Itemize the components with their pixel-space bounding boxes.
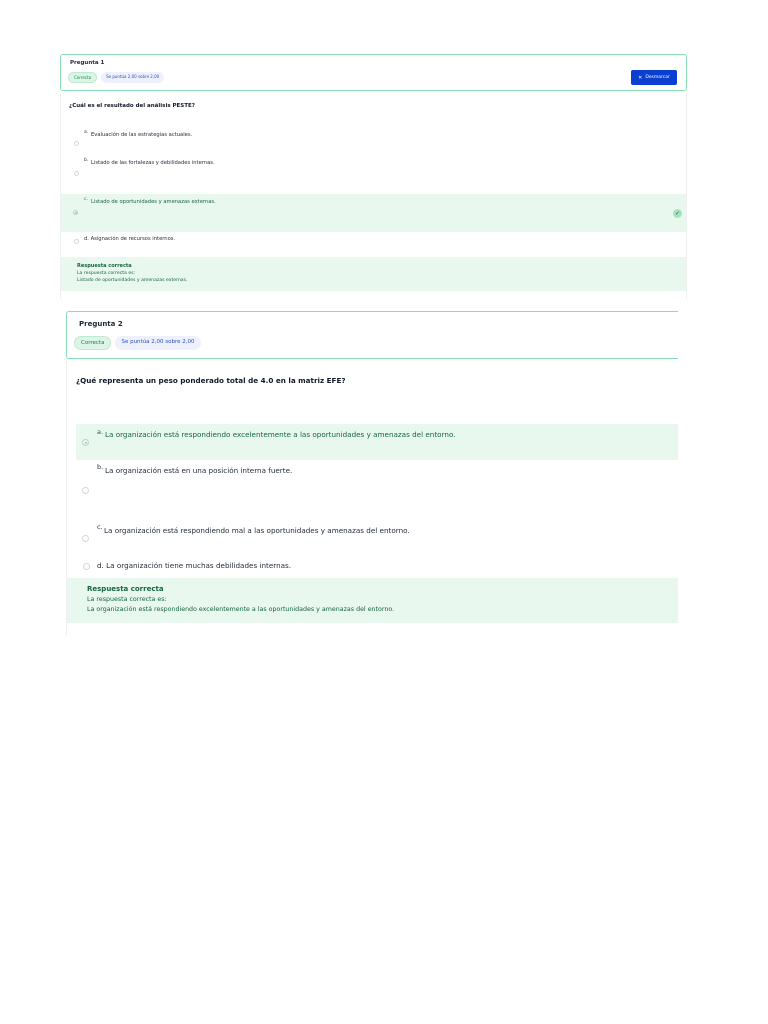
question-title: Pregunta 2 [79, 320, 123, 328]
option-a[interactable] [76, 424, 678, 460]
option-text [97, 561, 291, 570]
option-radio[interactable] [83, 563, 90, 570]
option-radio[interactable] [73, 210, 78, 215]
option-text-value: La organización tiene muchas debilidades internas. [106, 561, 292, 570]
correct-answer-panel [67, 578, 678, 623]
option-c[interactable] [61, 194, 686, 232]
unmark-button[interactable] [631, 70, 677, 85]
option-b[interactable] [76, 463, 678, 499]
question-text: ¿Cuál es el resultado del análisis PESTE? [69, 103, 195, 109]
score-badge: Se puntúa 2,00 sobre 2,00 [115, 336, 200, 350]
option-d[interactable] [76, 559, 678, 577]
option-text-value: Asignación de recursos internos. [90, 236, 176, 242]
option-letter: b. [84, 158, 89, 163]
option-letter: b. [97, 463, 104, 471]
option-text: Evaluación de las estrategias actuales. [91, 132, 193, 138]
question-2-header [66, 311, 678, 359]
question-1-card [60, 54, 687, 299]
option-c[interactable] [76, 523, 678, 547]
option-letter: d. [97, 561, 104, 570]
option-radio[interactable] [82, 439, 89, 446]
option-text: La organización está respondiendo excelentemente a las oportunidades y amenazas del entorno. [105, 430, 456, 439]
question-text: ¿Qué representa un peso ponderado total de 4.0 en la matriz EFE? [76, 376, 346, 385]
question-badges [74, 336, 201, 350]
option-radio[interactable] [74, 239, 79, 244]
answer-intro: La respuesta correcta es: [77, 271, 136, 276]
option-radio[interactable] [74, 141, 79, 146]
option-letter: c. [97, 523, 103, 531]
answer-title: Respuesta correcta [87, 585, 164, 593]
option-text: La organización está respondiendo mal a las oportunidades y amenazas del entorno. [104, 526, 410, 535]
option-radio[interactable] [82, 535, 89, 542]
option-text: Listado de oportunidades y amenazas externas. [91, 199, 216, 205]
option-text: Listado de las fortalezas y debilidades internas. [91, 160, 215, 166]
question-title: Pregunta 1 [70, 60, 105, 66]
option-letter: d. [84, 236, 89, 242]
question-2-card [66, 311, 678, 636]
check-icon: ✓ [674, 210, 681, 217]
option-text: La organización está en una posición interna fuerte. [105, 466, 293, 475]
status-badge: Correcta [74, 336, 111, 350]
correct-answer-panel [61, 257, 686, 291]
option-letter: c. [84, 197, 88, 202]
option-d[interactable] [61, 234, 686, 252]
question-badges [68, 72, 164, 83]
option-radio[interactable] [74, 171, 79, 176]
option-letter: a. [84, 130, 89, 135]
answer-intro: La respuesta correcta es: [87, 596, 167, 603]
unmark-label: Desmarcar [645, 75, 670, 80]
score-badge: Se puntúa 2,00 sobre 2,00 [101, 72, 164, 83]
option-letter: a. [97, 428, 104, 436]
close-icon: ✕ [638, 74, 643, 81]
answer-title: Respuesta correcta [77, 263, 132, 269]
option-radio[interactable] [82, 487, 89, 494]
option-a[interactable] [61, 127, 686, 152]
answer-text: Listado de oportunidades y amenazas externas. [77, 278, 188, 283]
answer-text: La organización está respondiendo excelentemente a las oportunidades y amenazas del entorno. [87, 606, 395, 613]
question-1-header [60, 54, 687, 91]
option-text [84, 236, 175, 242]
status-badge: Correcta [68, 72, 97, 83]
option-b[interactable] [61, 155, 686, 180]
